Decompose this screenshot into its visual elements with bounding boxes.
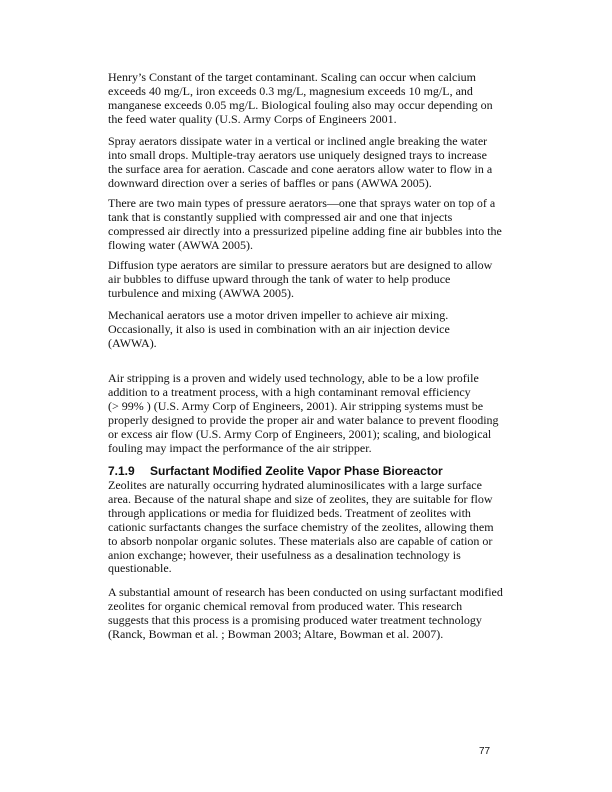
text-line: Spray aerators dissipate water in a vertical or inclined angle breaking the water	[108, 134, 488, 148]
text-line: zeolites for organic chemical removal from produced water. This research	[108, 598, 463, 613]
text-line: the feed water quality (U.S. Army Corps of Engineers 2001.	[108, 111, 397, 126]
paragraph	[108, 372, 499, 455]
text-line: flowing water (AWWA 2005).	[108, 237, 254, 252]
paragraph	[108, 135, 492, 191]
paragraph	[108, 479, 494, 576]
text-line: downward direction over a series of baffles or pans (AWWA 2005).	[108, 175, 432, 190]
text-line: Air stripping is a proven and widely used technology, able to be a low profile	[108, 371, 479, 385]
text-line: There are two main types of pressure aerators—one that sprays water on top of a	[108, 196, 496, 210]
text-line: Mechanical aerators use a motor driven impeller to achieve air mixing.	[108, 308, 449, 322]
text-line: Henry’s Constant of the target contaminant. Scaling can occur when calcium	[108, 70, 476, 84]
text-line: anion exchange; however, their usefulness as a desalination technology is	[108, 547, 461, 562]
text-line: A substantial amount of research has been conducted on using surfactant modified	[108, 585, 503, 599]
section-heading	[108, 464, 443, 478]
text-line: to absorb nonpolar organic solutes. These materials also are capable of cation or	[108, 533, 493, 548]
text-line: addition to a treatment process, with a high contaminant removal efficiency	[108, 384, 471, 399]
text-line: into small drops. Multiple-tray aerators use uniquely designed trays to increase	[108, 147, 487, 162]
paragraph	[108, 586, 503, 642]
text-line: the surface area for aeration. Cascade and cone aerators allow water to flow in a	[108, 161, 493, 176]
text-line: (> 99% ) (U.S. Army Corp of Engineers, 2001). Air stripping systems must be	[108, 398, 484, 413]
page-number: 77	[479, 746, 491, 757]
text-line: area. Because of the natural shape and size of zeolites, they are suitable for flow	[108, 491, 493, 506]
text-line: Diffusion type aerators are similar to pressure aerators but are designed to allow	[108, 258, 493, 272]
text-line: cationic surfactants changes the surface chemistry of the zeolites, allowing them	[108, 519, 494, 534]
text-line: turbulence and mixing (AWWA 2005).	[108, 285, 294, 300]
text-line: Zeolites are naturally occurring hydrated aluminosilicates with a large surface	[108, 478, 482, 492]
text-line: exceeds 40 mg/L, iron exceeds 0.3 mg/L, magnesium exceeds 10 mg/L, and	[108, 83, 473, 98]
paragraph	[108, 309, 450, 351]
text-line: properly designed to provide the proper air and water balance to prevent flooding	[108, 412, 499, 427]
text-line: or excess air flow (U.S. Army Corp of Engineers, 2001); scaling, and biological	[108, 426, 492, 441]
text-line: through applications or media for fluidized beds. Treatment of zeolites with	[108, 505, 471, 520]
text-line: manganese exceeds 0.05 mg/L. Biological fouling also may occur depending on	[108, 97, 493, 112]
paragraph	[108, 71, 493, 127]
text-line: tank that is constantly supplied with compressed air and one that injects	[108, 209, 453, 224]
text-line: fouling may impact the performance of the air stripper.	[108, 440, 372, 455]
text-line: (Ranck, Bowman et al. ; Bowman 2003; Altare, Bowman et al. 2007).	[108, 626, 444, 641]
text-line: compressed air directly into a pressurized pipeline adding fine air bubbles into the	[108, 223, 502, 238]
text-line: air bubbles to diffuse upward through the tank of water to help produce	[108, 271, 451, 286]
text-line: suggests that this process is a promising produced water treatment technology	[108, 612, 482, 627]
text-line: (AWWA).	[108, 335, 157, 350]
paragraph	[108, 197, 502, 253]
text-line: questionable.	[108, 561, 172, 576]
section-number: 7.1.9	[108, 464, 135, 478]
section-title: Surfactant Modified Zeolite Vapor Phase Bioreactor	[150, 464, 443, 478]
text-line: Occasionally, it also is used in combination with an air injection device	[108, 321, 450, 336]
paragraph	[108, 259, 492, 301]
